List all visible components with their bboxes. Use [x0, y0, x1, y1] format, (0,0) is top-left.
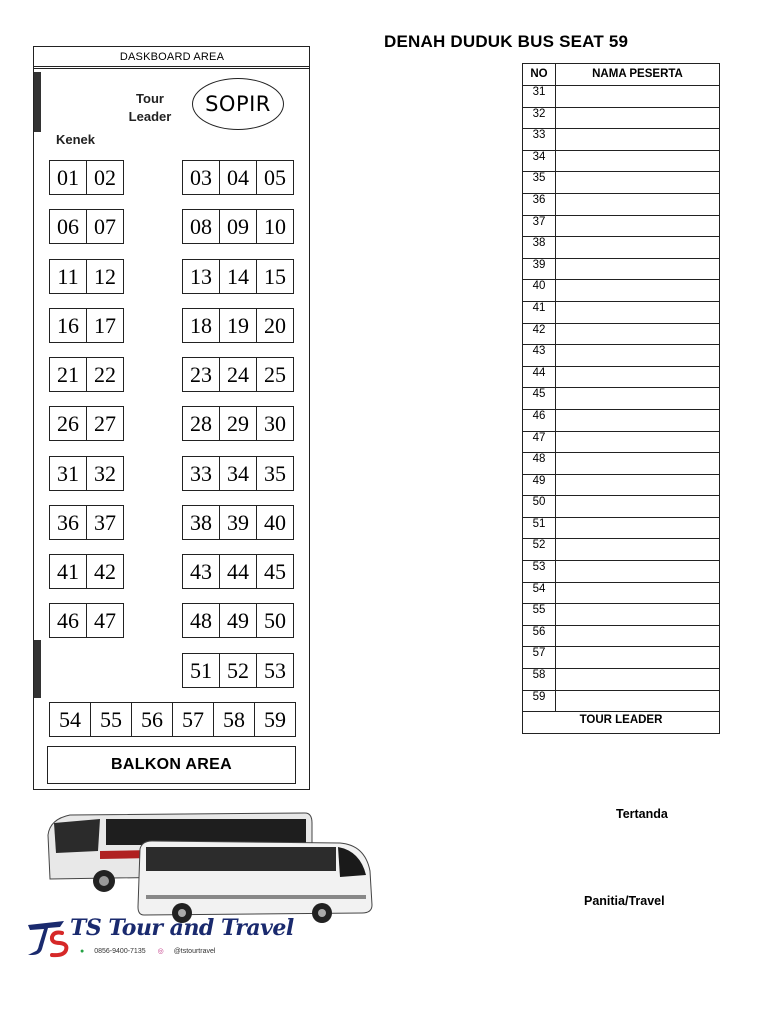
- seat-07: 07: [86, 209, 124, 244]
- participant-number: 41: [523, 301, 556, 323]
- participants-table: [522, 63, 720, 734]
- seat-11: 11: [49, 259, 87, 294]
- participant-name-cell[interactable]: [556, 215, 720, 237]
- participant-name-cell[interactable]: [556, 323, 720, 345]
- table-row: [523, 172, 720, 194]
- seat-04: 04: [219, 160, 257, 195]
- table-body: [523, 86, 720, 734]
- table-row: [523, 431, 720, 453]
- table-header-row: [523, 64, 720, 86]
- participant-name-cell[interactable]: [556, 539, 720, 561]
- seat-56: 56: [131, 702, 173, 737]
- participant-number: 48: [523, 453, 556, 475]
- seat-58: 58: [213, 702, 255, 737]
- table-row: [523, 561, 720, 583]
- participant-name-cell[interactable]: [556, 366, 720, 388]
- seat-36: 36: [49, 505, 87, 540]
- participant-number: 43: [523, 345, 556, 367]
- participant-number: 54: [523, 582, 556, 604]
- participant-name-cell[interactable]: [556, 474, 720, 496]
- seat-12: 12: [86, 259, 124, 294]
- table-row: [523, 453, 720, 475]
- participant-number: 55: [523, 604, 556, 626]
- participant-name-cell[interactable]: [556, 604, 720, 626]
- table-row: [523, 625, 720, 647]
- seat-37: 37: [86, 505, 124, 540]
- seat-42: 42: [86, 554, 124, 589]
- seat-25: 25: [256, 357, 294, 392]
- participant-name-cell[interactable]: [556, 107, 720, 129]
- participant-number: 49: [523, 474, 556, 496]
- seat-35: 35: [256, 456, 294, 491]
- seat-10: 10: [256, 209, 294, 244]
- table-row: [523, 86, 720, 108]
- participant-name-cell[interactable]: [556, 301, 720, 323]
- participant-name-cell[interactable]: [556, 129, 720, 151]
- participant-name-cell[interactable]: [556, 517, 720, 539]
- participant-number: 59: [523, 690, 556, 712]
- seat-40: 40: [256, 505, 294, 540]
- dashboard-area-label: DASKBOARD AREA: [34, 47, 310, 67]
- table-row: [523, 323, 720, 345]
- seat-29: 29: [219, 406, 257, 441]
- participant-name-cell[interactable]: [556, 193, 720, 215]
- participant-name-cell[interactable]: [556, 625, 720, 647]
- seat-47: 47: [86, 603, 124, 638]
- table-row: [523, 517, 720, 539]
- participant-name-cell[interactable]: [556, 669, 720, 691]
- signature-label: Tertanda: [616, 807, 668, 821]
- participant-name-cell[interactable]: [556, 561, 720, 583]
- column-header-name: NAMA PESERTA: [556, 64, 720, 86]
- table-row: [523, 474, 720, 496]
- participant-name-cell[interactable]: [556, 496, 720, 518]
- participant-number: 52: [523, 539, 556, 561]
- seat-24: 24: [219, 357, 257, 392]
- seat-53: 53: [256, 653, 294, 688]
- balkon-area: BALKON AREA: [47, 746, 296, 784]
- table-row: [523, 258, 720, 280]
- table-row: [523, 539, 720, 561]
- seat-30: 30: [256, 406, 294, 441]
- kenek-label: Kenek: [56, 132, 96, 147]
- participant-number: 35: [523, 172, 556, 194]
- table-footer-row: [523, 712, 720, 734]
- participant-name-cell[interactable]: [556, 690, 720, 712]
- rear-door-marker: [34, 640, 41, 698]
- seat-50: 50: [256, 603, 294, 638]
- seat-01: 01: [49, 160, 87, 195]
- page-title: DENAH DUDUK BUS SEAT 59: [384, 32, 629, 51]
- seat-05: 05: [256, 160, 294, 195]
- brand-name: TS Tour and Travel: [70, 915, 294, 941]
- table-row: [523, 150, 720, 172]
- bus-illustration: [40, 805, 380, 925]
- seat-33: 33: [182, 456, 220, 491]
- participant-number: 50: [523, 496, 556, 518]
- participant-name-cell[interactable]: [556, 237, 720, 259]
- participant-number: 40: [523, 280, 556, 302]
- participant-number: 51: [523, 517, 556, 539]
- participant-name-cell[interactable]: [556, 582, 720, 604]
- participant-number: 38: [523, 237, 556, 259]
- participant-number: 31: [523, 86, 556, 108]
- participant-number: 36: [523, 193, 556, 215]
- whatsapp-icon: ●: [80, 948, 85, 955]
- table-row: [523, 280, 720, 302]
- seat-44: 44: [219, 554, 257, 589]
- table-row: [523, 582, 720, 604]
- seat-22: 22: [86, 357, 124, 392]
- seat-39: 39: [219, 505, 257, 540]
- seat-16: 16: [49, 308, 87, 343]
- brand-phone: 0856-9400-7135: [94, 948, 146, 955]
- table-row: [523, 366, 720, 388]
- seat-20: 20: [256, 308, 294, 343]
- participant-number: 58: [523, 669, 556, 691]
- participant-number: 46: [523, 409, 556, 431]
- seat-52: 52: [219, 653, 257, 688]
- column-header-no: NO: [523, 64, 556, 86]
- seat-02: 02: [86, 160, 124, 195]
- seat-08: 08: [182, 209, 220, 244]
- seat-13: 13: [182, 259, 220, 294]
- table-row: [523, 107, 720, 129]
- seat-23: 23: [182, 357, 220, 392]
- participant-number: 34: [523, 150, 556, 172]
- seat-21: 21: [49, 357, 87, 392]
- table-row: [523, 345, 720, 367]
- driver-seat: SOPIR: [192, 78, 284, 130]
- instagram-icon: ◎: [157, 948, 164, 955]
- seat-55: 55: [90, 702, 132, 737]
- bus-image-front: [138, 841, 372, 923]
- brand-instagram: @tstourtravel: [173, 948, 216, 955]
- participant-name-cell[interactable]: [556, 453, 720, 475]
- participant-number: 56: [523, 625, 556, 647]
- seat-38: 38: [182, 505, 220, 540]
- seat-49: 49: [219, 603, 257, 638]
- signature-name: Panitia/Travel: [584, 894, 665, 908]
- dashboard-divider: [34, 68, 310, 69]
- table-row: [523, 215, 720, 237]
- participant-number: 45: [523, 388, 556, 410]
- seat-57: 57: [172, 702, 214, 737]
- participant-number: 33: [523, 129, 556, 151]
- seat-14: 14: [219, 259, 257, 294]
- participant-number: 42: [523, 323, 556, 345]
- participant-name-cell[interactable]: [556, 172, 720, 194]
- seat-46: 46: [49, 603, 87, 638]
- seat-31: 31: [49, 456, 87, 491]
- seat-41: 41: [49, 554, 87, 589]
- seat-06: 06: [49, 209, 87, 244]
- table-row: [523, 496, 720, 518]
- seat-32: 32: [86, 456, 124, 491]
- seat-43: 43: [182, 554, 220, 589]
- participant-name-cell[interactable]: [556, 647, 720, 669]
- participant-number: 44: [523, 366, 556, 388]
- tour-leader-row-label: TOUR LEADER: [523, 712, 720, 734]
- participant-number: 37: [523, 215, 556, 237]
- participant-number: 47: [523, 431, 556, 453]
- tour-leader-seat-label: Tour Leader: [128, 91, 172, 124]
- participant-name-cell[interactable]: [556, 345, 720, 367]
- participant-name-cell[interactable]: [556, 280, 720, 302]
- seat-28: 28: [182, 406, 220, 441]
- participant-name-cell[interactable]: [556, 409, 720, 431]
- participant-name-cell[interactable]: [556, 150, 720, 172]
- seat-18: 18: [182, 308, 220, 343]
- table-row: [523, 647, 720, 669]
- seat-17: 17: [86, 308, 124, 343]
- table-row: [523, 690, 720, 712]
- participant-number: 53: [523, 561, 556, 583]
- seat-09: 09: [219, 209, 257, 244]
- table-row: [523, 301, 720, 323]
- participant-number: 57: [523, 647, 556, 669]
- table-row: [523, 669, 720, 691]
- participant-number: 32: [523, 107, 556, 129]
- table-row: [523, 129, 720, 151]
- seat-45: 45: [256, 554, 294, 589]
- table-row: [523, 193, 720, 215]
- table-row: [523, 604, 720, 626]
- seat-15: 15: [256, 259, 294, 294]
- seat-54: 54: [49, 702, 91, 737]
- seat-03: 03: [182, 160, 220, 195]
- seat-34: 34: [219, 456, 257, 491]
- brand-contact: [80, 947, 225, 955]
- participant-name-cell[interactable]: [556, 86, 720, 108]
- participant-name-cell[interactable]: [556, 431, 720, 453]
- seat-27: 27: [86, 406, 124, 441]
- front-door-marker: [34, 72, 41, 132]
- participant-name-cell[interactable]: [556, 388, 720, 410]
- seat-48: 48: [182, 603, 220, 638]
- participant-number: 39: [523, 258, 556, 280]
- table-row: [523, 388, 720, 410]
- participant-name-cell[interactable]: [556, 258, 720, 280]
- seat-51: 51: [182, 653, 220, 688]
- seat-19: 19: [219, 308, 257, 343]
- table-row: [523, 409, 720, 431]
- seat-26: 26: [49, 406, 87, 441]
- table-row: [523, 237, 720, 259]
- seat-59: 59: [254, 702, 296, 737]
